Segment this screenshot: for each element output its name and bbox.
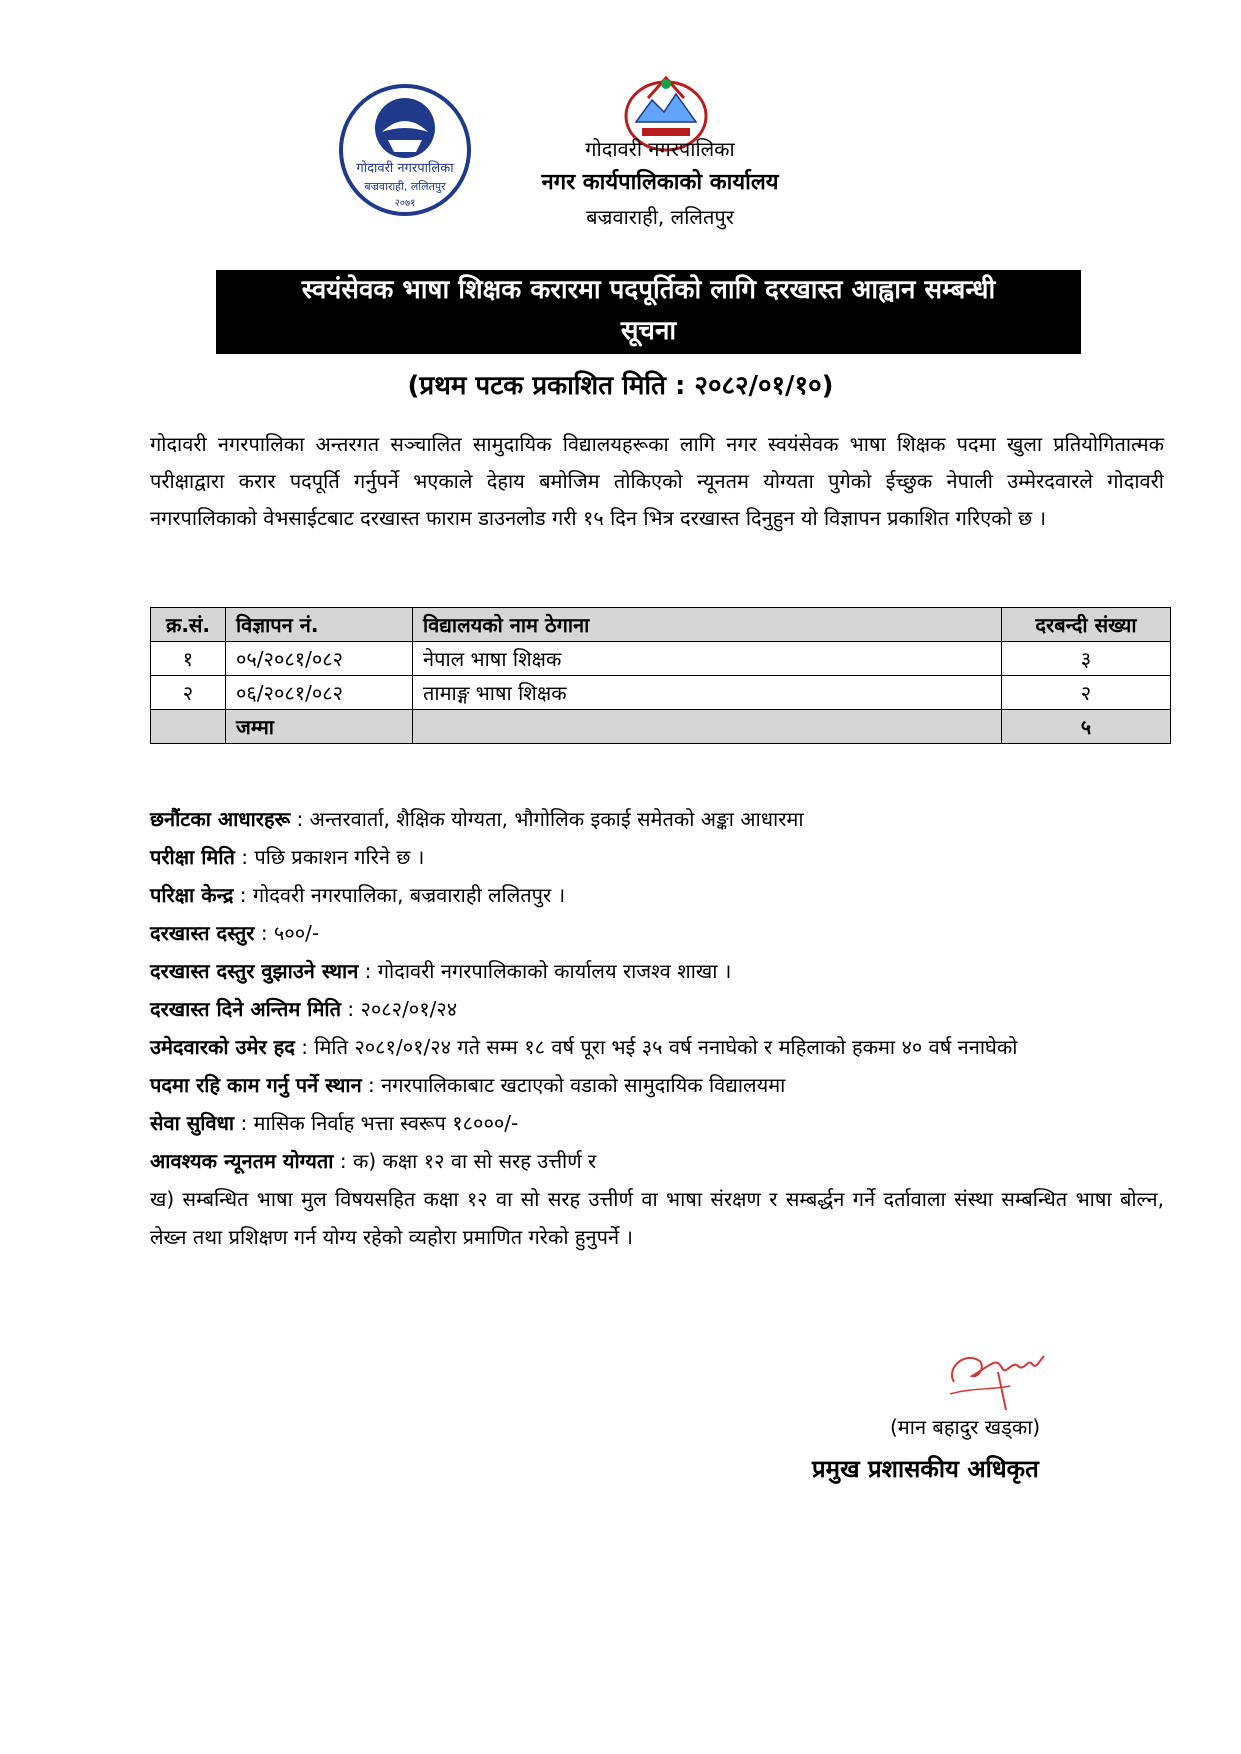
- detail-line: [150, 1142, 1164, 1180]
- table-header-row: [151, 608, 1171, 642]
- detail-line: [150, 1028, 1164, 1066]
- municipality-logo: [330, 80, 480, 230]
- office-name: गोदावरी नगरपालिका: [585, 137, 735, 161]
- detail-value: : मिति २०८१/०१/२४ गते सम्म १८ वर्ष पूरा भई ३५ वर्ष ननाघेको र महिलाको हकमा ४० वर्ष ननाघेको: [301, 1035, 1018, 1059]
- col-ad-no: विज्ञापन नं.: [226, 608, 413, 642]
- office-header: [500, 132, 820, 234]
- cell-ad-no: ०६/२०८१/०८२: [226, 676, 413, 710]
- detail-line: [150, 952, 1164, 990]
- detail-value: : पछि प्रकाशन गरिने छ ।: [241, 845, 425, 869]
- cell-sn: २: [151, 676, 226, 710]
- published-date: (प्रथम पटक प्रकाशित मिति : २०८२/०१/१०): [407, 371, 834, 401]
- qualification-b: ख) सम्बन्धित भाषा मुल विषयसहित कक्षा १२ वा सो सरह उत्तीर्ण वा भाषा संरक्षण र सम्बर्द्धन गर्ने दर्तावाला संस्था सम्बन्धित भाषा बोल्न, लेख्न तथा प्रशिक्षण गर्न योग्य रहेको व्यहोरा प्रमाणित गरेको हुनुपर्ने ।: [150, 1187, 1164, 1249]
- detail-line: [150, 800, 1164, 838]
- logo-year: २०७१: [394, 198, 416, 209]
- total-value: ५: [1002, 710, 1171, 744]
- detail-line: [150, 838, 1164, 876]
- detail-value: : मासिक निर्वाह भत्ता स्वरूप १८०००/-: [240, 1111, 519, 1135]
- cell-count: २: [1002, 676, 1171, 710]
- notice-title-line2: सूचना: [620, 316, 677, 346]
- detail-value: : २०८२/०१/२४: [347, 997, 458, 1021]
- signatory-title: प्रमुख प्रशासकीय अधिकृत: [812, 1455, 1039, 1483]
- col-school: विद्यालयको नाम ठेगाना: [413, 608, 1002, 642]
- notice-title: [216, 270, 1081, 354]
- detail-line: [150, 1104, 1164, 1142]
- cell-count: ३: [1002, 642, 1171, 676]
- table-row: [151, 676, 1171, 710]
- signatory-name: (मान बहादुर खड्का): [890, 1415, 1041, 1439]
- notice-title-line1: स्वयंसेवक भाषा शिक्षक करारमा पदपूर्तिको लागि दरखास्त आह्वान सम्बन्धी: [301, 275, 996, 305]
- detail-label: दरखास्त दस्तुर वुझाउने स्थान: [150, 959, 359, 983]
- total-label: जम्मा: [226, 710, 413, 744]
- detail-label: छनौंटका आधारहरू: [150, 807, 291, 831]
- table-row: [151, 642, 1171, 676]
- vacancy-table: [150, 607, 1171, 744]
- logo-text-mid: बज्रवाराही, ललितपुर: [364, 180, 446, 193]
- detail-line: [150, 876, 1164, 914]
- detail-value: : गोदावरी नगरपालिकाको कार्यालय राजश्व शाखा ।: [364, 959, 732, 983]
- detail-label: दरखास्त दस्तुर: [150, 921, 255, 945]
- detail-value: : गोदवरी नगरपालिका, बज्रवाराही ललितपुर ।: [239, 883, 566, 907]
- detail-line: [150, 914, 1164, 952]
- intro-paragraph: गोदावरी नगरपालिका अन्तरगत सञ्चालित सामुदायिक विद्यालयहरूका लागि नगर स्वयंसेवक भाषा शिक्षक पदमा खुला प्रतियोगितात्मक परीक्षाद्वारा करार पदपूर्ति गर्नुपर्ने भएकाले देहाय बमोजिम तोकिएको न्यूनतम योग्यता पुगेको ईच्छुक नेपाली उम्मेरदवारले गोदावरी नगरपालिकाको वेभसाईटबाट दरखास्त फाराम डाउनलोड गरी १५ दिन भित्र दरखास्त दिनुहुन यो विज्ञापन प्रकाशित गरिएको छ ।: [150, 432, 1164, 530]
- cell-empty: [151, 710, 226, 744]
- detail-label: परीक्षा मिति: [150, 845, 235, 869]
- detail-label: उमेदवारको उमेर हद: [150, 1035, 295, 1059]
- signature-mark: [940, 1338, 1050, 1414]
- cell-school: तामाङ्ग भाषा शिक्षक: [413, 676, 1002, 710]
- detail-value: : ५००/-: [260, 921, 320, 945]
- cell-empty: [413, 710, 1002, 744]
- cell-sn: १: [151, 642, 226, 676]
- cell-ad-no: ०५/२०८१/०८२: [226, 642, 413, 676]
- col-count: दरबन्दी संख्या: [1002, 608, 1171, 642]
- detail-label: सेवा सुविधा: [150, 1111, 235, 1135]
- detail-line: [150, 1066, 1164, 1104]
- detail-label: दरखास्त दिने अन्तिम मिति: [150, 997, 342, 1021]
- department-name: नगर कार्यपालिकाको कार्यालय: [541, 170, 779, 195]
- detail-label: परिक्षा केन्द्र: [150, 883, 234, 907]
- detail-value: : अन्तरवार्ता, शैक्षिक योग्यता, भौगोलिक इकाई समेतको अङ्का आधारमा: [296, 807, 804, 831]
- details-section: [150, 800, 1164, 1256]
- detail-line: [150, 990, 1164, 1028]
- detail-label: आवश्यक न्यूनतम योग्यता: [150, 1149, 334, 1173]
- detail-label: पदमा रहि काम गर्नु पर्ने स्थान: [150, 1073, 362, 1097]
- office-address: बज्रवाराही, ललितपुर: [586, 205, 734, 229]
- col-sn: क्र.सं.: [151, 608, 226, 642]
- logo-text-top: गोदावरी नगरपालिका: [356, 161, 454, 176]
- table-total-row: [151, 710, 1171, 744]
- detail-value: : क) कक्षा १२ वा सो सरह उत्तीर्ण र: [339, 1149, 597, 1173]
- detail-value: : नगरपालिकाबाट खटाएको वडाको सामुदायिक विद्यालयमा: [368, 1073, 786, 1097]
- cell-school: नेपाल भाषा शिक्षक: [413, 642, 1002, 676]
